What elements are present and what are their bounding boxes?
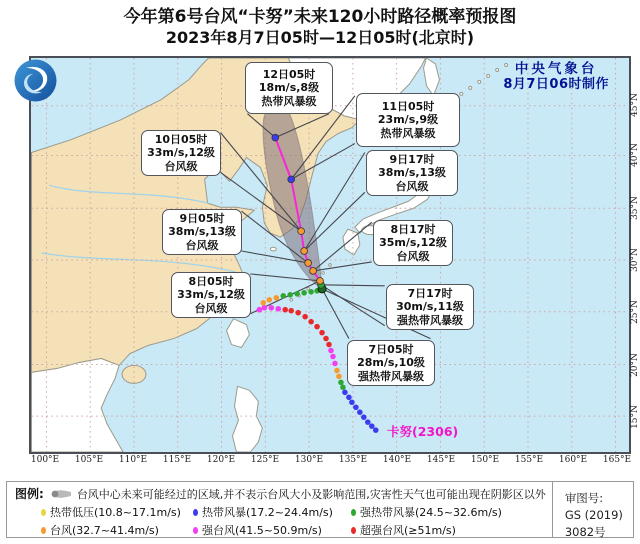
history-track-dot [314, 324, 320, 330]
sts-dot-icon [351, 509, 356, 516]
history-track-dot [342, 390, 348, 396]
map-indochina [32, 358, 124, 452]
lat-tick-label: 35°N [630, 196, 640, 220]
forecast-point-dot [305, 260, 312, 267]
history-track-dot [373, 427, 379, 433]
history-track-dot [346, 394, 352, 400]
forecast-label-line: 18m/s,8级 [258, 81, 320, 95]
forecast-label-line: 30m/s,11级 [396, 300, 464, 314]
lon-tick-label: 120°E [206, 455, 236, 465]
lon-tick-label: 110°E [118, 455, 148, 465]
forecast-label-line: 台风级 [395, 179, 429, 193]
history-track-dot [332, 361, 338, 367]
forecast-label-line: 33m/s,12级 [147, 146, 215, 160]
forecast-label-line: 38m/s,13级 [378, 166, 446, 180]
forecast-point-dot [310, 268, 317, 275]
forecast-label-line: 热带风暴级 [261, 94, 317, 108]
history-track-dot [369, 423, 375, 429]
history-track-dot [280, 293, 286, 299]
forecast-label-line: 23m/s,9级 [377, 113, 439, 127]
forecast-label-line: 11日05时 [381, 99, 435, 113]
lon-tick-label: 155°E [514, 455, 544, 465]
history-track-dot [336, 374, 342, 380]
map-taiwan-island [227, 319, 250, 348]
forecast-label-line: 35m/s,12级 [379, 236, 447, 250]
history-track-dot [340, 385, 346, 391]
storm-id: (2306) [412, 424, 459, 439]
forecast-label-line: 10日05时 [154, 132, 208, 146]
lat-tick-label: 45°N [630, 93, 640, 117]
forecast-label-line: 7日05时 [368, 342, 414, 356]
legend-item-ssty: 超强台风(≥51m/s) [351, 522, 456, 538]
forecast-map [29, 56, 631, 454]
forecast-label-line: 38m/s,13级 [168, 225, 236, 239]
forecast-label-line: 台风级 [194, 301, 228, 315]
forecast-point-dot [298, 228, 305, 235]
storm-name-label [387, 422, 458, 440]
lat-tick-label: 15°N [630, 405, 640, 429]
page-title [0, 7, 640, 48]
map-hainan-island [122, 365, 146, 383]
history-track-dot [353, 404, 359, 410]
probability-cone-icon [50, 489, 72, 499]
forecast-label-0 [347, 340, 435, 386]
forecast-point-dot [288, 176, 295, 183]
legend-item-ty: 台风(32.7~41.4m/s) [41, 522, 193, 538]
lat-tick-label: 25°N [630, 300, 640, 324]
lon-tick-label: 100°E [30, 455, 60, 465]
history-track-dot [323, 336, 329, 342]
history-track-dot [308, 319, 314, 325]
legend-cone-text: 台风中心未来可能经过的区域,并不表示台风大小及影响范围,灾害性天气也可能出现在阴影区以外 [76, 487, 546, 501]
agency-name: 中央气象台 [514, 61, 598, 77]
forecast-label-line: 8日17时 [390, 222, 436, 236]
lat-tick-label: 40°N [630, 143, 640, 167]
forecast-label-line: 强热带风暴级 [358, 369, 424, 383]
legend-panel [6, 481, 634, 538]
legend-item-sty: 强台风(41.5~50.9m/s) [193, 522, 351, 538]
agency-watermark [503, 61, 609, 92]
history-track-dot [257, 307, 263, 313]
legend-item-sts: 强热带风暴(24.5~32.6m/s) [351, 504, 502, 520]
history-track-dot [365, 419, 371, 425]
history-track-dot [288, 308, 294, 314]
map-sakhalin-island [424, 58, 440, 96]
forecast-label-line: 9日17时 [389, 152, 435, 166]
map-graphics [31, 58, 629, 452]
cma-logo-icon [13, 58, 58, 103]
forecast-label-line: 12日05时 [262, 67, 316, 81]
lon-tick-label: 105°E [74, 455, 104, 465]
forecast-label-5 [366, 150, 458, 196]
forecast-label-line: 强热带风暴级 [397, 313, 463, 327]
forecast-label-line: 33m/s,12级 [177, 288, 245, 302]
history-track-dot [361, 414, 367, 420]
history-track-dot [302, 314, 308, 320]
title-line2: 2023年8月7日05时—12日05时(北京时) [165, 28, 475, 47]
lon-tick-label: 115°E [162, 455, 192, 465]
history-track-dot [287, 292, 293, 298]
forecast-label-8 [245, 62, 333, 114]
title-line1: 今年第6号台风“卡努”未来120小时路径概率预报图 [123, 7, 517, 27]
forecast-label-line: 28m/s,10级 [357, 356, 425, 370]
lon-tick-label: 135°E [338, 455, 368, 465]
history-track-dot [338, 380, 344, 386]
history-track-dot [357, 409, 363, 415]
lon-tick-label: 140°E [382, 455, 412, 465]
forecast-label-line: 热带风暴级 [380, 126, 436, 140]
forecast-point-dot [272, 134, 279, 141]
lon-tick-label: 145°E [426, 455, 456, 465]
history-track-dot [330, 354, 336, 360]
ssty-dot-icon [351, 527, 356, 534]
review-number: GS (2019) 3082号 [564, 508, 623, 539]
review-label: 审图号: [564, 491, 604, 505]
lon-tick-label: 150°E [470, 455, 500, 465]
forecast-label-line: 9日05时 [179, 211, 225, 225]
history-track-dot [294, 291, 300, 297]
forecast-label-line: 台风级 [164, 159, 198, 173]
history-track-dot [334, 368, 340, 374]
history-track-dot [328, 348, 334, 354]
agency-issue-time: 8月7日06时制作 [503, 77, 609, 92]
forecast-label-line: 7日17时 [407, 286, 453, 300]
forecast-label-6 [141, 130, 221, 176]
history-track-dot [261, 300, 267, 306]
lon-tick-label: 165°E [602, 455, 632, 465]
map-review-cell [553, 482, 633, 537]
legend-caption-label: 图例: [15, 487, 44, 501]
forecast-label-2 [171, 272, 251, 318]
storm-name: 卡努 [387, 424, 413, 439]
ts-dot-icon [193, 509, 198, 516]
forecast-label-line: 台风级 [185, 238, 219, 252]
lon-tick-label: 125°E [250, 455, 280, 465]
forecast-label-3 [373, 220, 453, 266]
lon-tick-label: 160°E [558, 455, 588, 465]
lat-tick-label: 20°N [630, 353, 640, 377]
forecast-label-line: 台风级 [396, 249, 430, 263]
history-track-dot [295, 310, 301, 316]
forecast-label-7 [356, 93, 460, 147]
history-track-dot [308, 289, 314, 295]
ty-dot-icon [41, 527, 46, 534]
map-kyushu-island [343, 229, 360, 255]
legend-row-1 [15, 504, 546, 520]
history-track-dot [319, 330, 325, 336]
lon-tick-label: 130°E [294, 455, 324, 465]
history-track-dot [282, 307, 288, 313]
forecast-label-line: 8日05时 [188, 274, 234, 288]
history-track-dot [326, 342, 332, 348]
sty-dot-icon [193, 527, 198, 534]
history-track-dot [269, 305, 275, 311]
history-track-dot [275, 306, 281, 312]
label-leader-line [321, 285, 385, 286]
map-luzon-island [232, 386, 262, 452]
label-leader-line [322, 289, 349, 339]
forecast-point-dot [317, 277, 324, 284]
history-track-dot [262, 305, 268, 311]
forecast-label-4 [162, 209, 242, 255]
legend-item-ts: 热带风暴(17.2~24.4m/s) [193, 504, 351, 520]
history-track-dot [267, 297, 273, 303]
legend-items-cell [7, 482, 553, 537]
history-track-dot [349, 399, 355, 405]
legend-row-2 [15, 522, 546, 538]
legend-item-td: 热带低压(10.8~17.1m/s) [41, 504, 193, 520]
td-dot-icon [41, 509, 46, 516]
legend-caption-row [15, 485, 546, 502]
history-track-dot [301, 290, 307, 296]
lat-tick-label: 30°N [630, 248, 640, 272]
forecast-label-1 [386, 284, 474, 330]
history-track-dot [273, 295, 279, 301]
forecast-point-dot [301, 248, 308, 255]
